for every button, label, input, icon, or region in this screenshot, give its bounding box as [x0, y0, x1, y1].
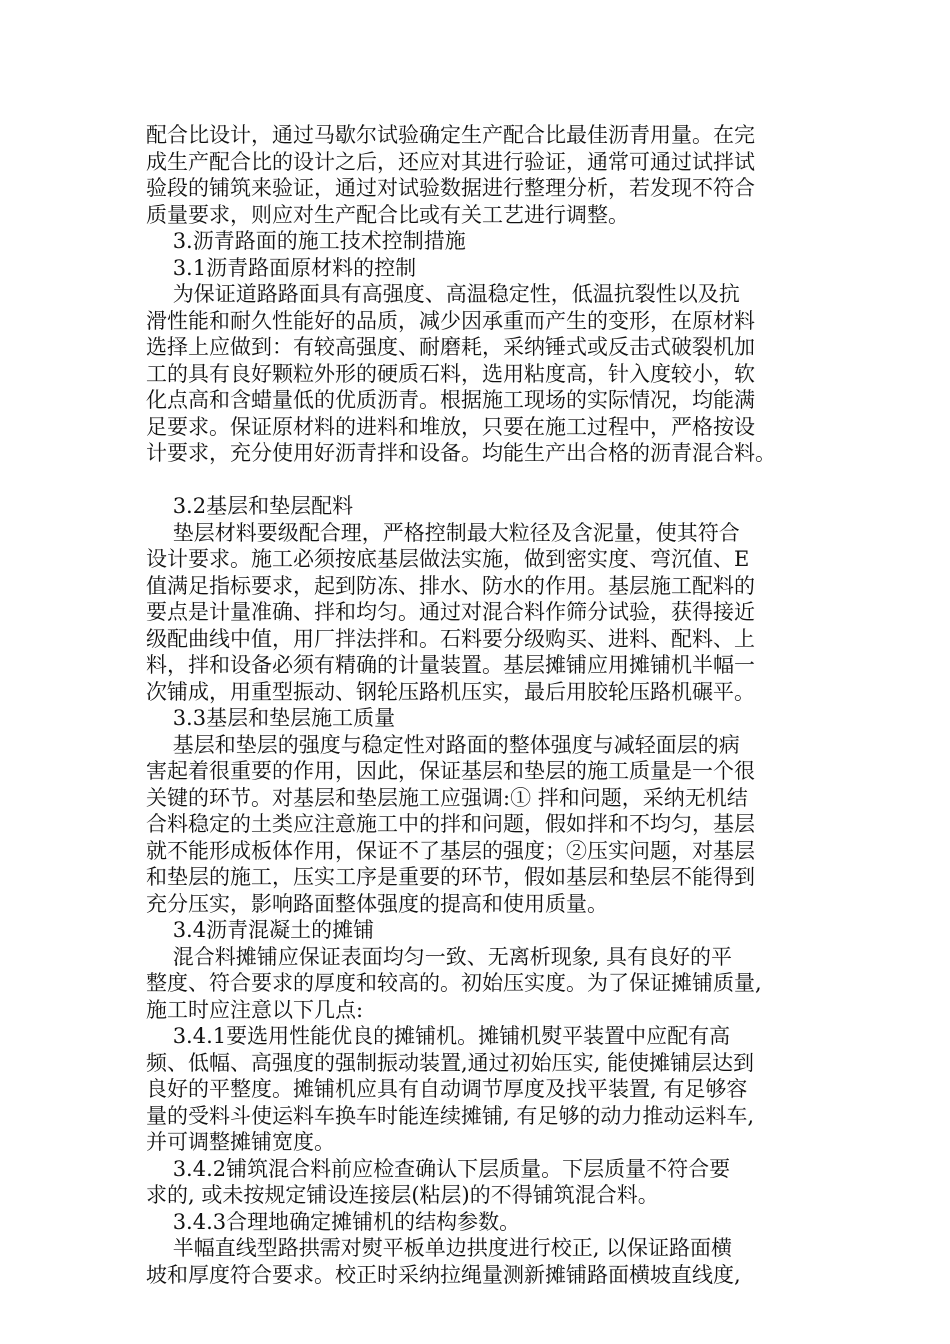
- text-line: 3.1沥青路面原材料的控制: [146, 255, 417, 280]
- text-line: 频、低幅、高强度的强制振动装置,通过初始压实, 能使摊铺层达到: [146, 1050, 755, 1075]
- text-line: 基层和垫层的强度与稳定性对路面的整体强度与减轻面层的病: [146, 732, 740, 757]
- text-line: 滑性能和耐久性能好的品质，减少因承重而产生的变形，在原材料: [146, 308, 755, 333]
- text-line: 要点是计量准确、拌和均匀。通过对混合料作筛分试验，获得接近: [146, 600, 755, 624]
- text-line: 良好的平整度。摊铺机应具有自动调节厚度及找平装置, 有足够容: [146, 1077, 748, 1101]
- text-line: 3.2基层和垫层配料: [146, 494, 354, 518]
- text-line: 并可调整摊铺宽度。: [146, 1130, 335, 1154]
- text-line: 3.4沥青混凝土的摊铺: [146, 918, 375, 942]
- document-body: [146, 122, 806, 1288]
- text-line: 值满足指标要求，起到防冻、排水、防水的作用。基层施工配料的: [146, 573, 755, 598]
- text-line: 害起着很重要的作用，因此，保证基层和垫层的施工质量是一个很: [146, 759, 755, 783]
- text-line: 计要求，充分使用好沥青拌和设备。均能生产出合格的沥青混合料。: [146, 441, 776, 465]
- text-line: 足要求。保证原材料的进料和堆放，只要在施工过程中，严格按设: [146, 414, 755, 439]
- text-line: 级配曲线中值，用厂拌法拌和。石料要分级购买、进料、配料、上: [146, 626, 755, 651]
- text-line: 关键的环节。对基层和垫层施工应强调:① 拌和问题，采纳无机结: [146, 785, 748, 810]
- text-line: 3.4.3合理地确定摊铺机的结构参数。: [146, 1209, 521, 1234]
- text-line: 3.4.2铺筑混合料前应检查确认下层质量。下层质量不符合要: [146, 1156, 731, 1181]
- text-line: 和垫层的施工，压实工序是重要的环节，假如基层和垫层不能得到: [146, 865, 755, 889]
- text-line: 混合料摊铺应保证表面均匀一致、无离析现象, 具有良好的平: [146, 944, 733, 969]
- text-line: 选择上应做到：有较高强度、耐磨耗，采纳锤式或反击式破裂机加: [146, 335, 755, 359]
- text-line: 垫层材料要级配合理，严格控制最大粒径及含泥量，使其符合: [146, 520, 740, 545]
- text-line: 就不能形成板体作用，保证不了基层的强度；②压实问题，对基层: [146, 838, 755, 863]
- text-line: 整度、符合要求的厚度和较高的。初始压实度。为了保证摊铺质量,: [146, 971, 762, 995]
- text-line: 工的具有良好颗粒外形的硬质石料，选用粘度高，针入度较小，软: [146, 361, 755, 386]
- text-line: 化点高和含蜡量低的优质沥青。根据施工现场的实际情况，均能满: [146, 388, 755, 412]
- text-line: 3.3基层和垫层施工质量: [146, 706, 396, 730]
- text-line: 3.沥青路面的施工技术控制措施: [146, 229, 466, 253]
- text-line: 半幅直线型路拱需对熨平板单边拱度进行校正, 以保证路面横: [146, 1236, 733, 1260]
- text-line: 量的受料斗使运料车换车时能连续摊铺, 有足够的动力推动运料车,: [146, 1103, 755, 1128]
- text-line: 验段的铺筑来验证，通过对试验数据进行整理分析，若发现不符合: [146, 176, 755, 200]
- text-line: 3.4.1要选用性能优良的摊铺机。摊铺机熨平装置中应配有高: [146, 1024, 731, 1048]
- text-line: 质量要求，则应对生产配合比或有关工艺进行调整。: [146, 202, 629, 227]
- text-line: 配合比设计，通过马歇尔试验确定生产配合比最佳沥青用量。在完: [146, 123, 755, 147]
- text-line: 求的, 或未按规定铺设连接层(粘层)的不得铺筑混合料。: [146, 1183, 659, 1207]
- text-line: 坡和厚度符合要求。校正时采纳拉绳量测新摊铺路面横坡直线度,: [146, 1262, 741, 1287]
- text-line: 为保证道路路面具有高强度、高温稳定性，低温抗裂性以及抗: [146, 282, 740, 306]
- text-line: 施工时应注意以下几点:: [146, 997, 364, 1022]
- text-line: 设计要求。施工必须按底基层做法实施，做到密实度、弯沉值、E: [146, 547, 750, 571]
- text-line: 次铺成，用重型振动、钢轮压路机压实，最后用胶轮压路机碾平。: [146, 679, 755, 704]
- text-line: 成生产配合比的设计之后，还应对其进行验证，通常可通过试拌试: [146, 149, 755, 174]
- text-line: 料，拌和设备必须有精确的计量装置。基层摊铺应用摊铺机半幅一: [146, 653, 755, 677]
- text-line: 充分压实，影响路面整体强度的提高和使用质量。: [146, 891, 608, 916]
- blank-line: [146, 467, 806, 494]
- text-line: 合料稳定的土类应注意施工中的拌和问题，假如拌和不均匀，基层: [146, 812, 755, 836]
